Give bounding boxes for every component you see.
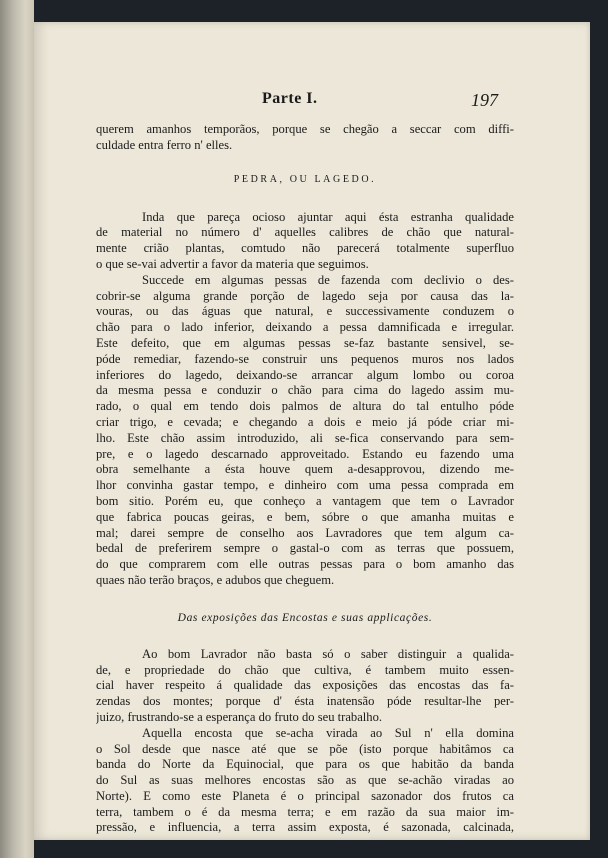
continuation-paragraph bbox=[96, 122, 514, 154]
text-line: pre, e o lagedo descarnado approveitado. Estando eu fazendo uma bbox=[96, 446, 514, 461]
text-line: vouras, ou das águas que natural, e successivamente conduzem o bbox=[96, 304, 514, 319]
text-line: Este defeito, que em algumas pessas se-faz bastante sensivel, se- bbox=[96, 335, 514, 350]
text-line: da mesma pessa e conduzir o chão para cima do lagedo assim mu- bbox=[96, 383, 514, 398]
paragraph-1 bbox=[96, 210, 514, 273]
text-line: rado, o qual em tendo dois palmos de altura do tal entulho póde bbox=[96, 399, 514, 414]
text-line: bedal de preferirem sempre o gastal-o com as terras que possuem, bbox=[96, 541, 514, 556]
text-line: cial haver respeito á qualidade das exposições das encostas das fa- bbox=[96, 678, 514, 693]
text-line: obra semelhante a ésta houve quem a-desapprovou, dizendo me- bbox=[96, 462, 514, 477]
text-line: do que comprarem com elle outras pessas para o bom amanho das bbox=[96, 557, 514, 572]
text-line: pressão, e influencia, a terra assim exposta, é sazonada, calcinada, bbox=[96, 820, 514, 835]
paragraph-2 bbox=[96, 273, 514, 589]
subsection-heading: Das exposições das Encostas e suas applicações. bbox=[177, 611, 433, 624]
text-line: do Sul as suas melhores encostas são as que se-achão viradas ao bbox=[96, 773, 514, 788]
text-line: quaes não terão braços, e adubos que cheguem. bbox=[96, 572, 335, 587]
paragraph-4 bbox=[96, 726, 514, 837]
text-line: culdade entra ferro n' elles. bbox=[96, 137, 233, 152]
text-line: chão para o lado inferior, deixando a pessa damnificada e irregular. bbox=[96, 320, 514, 335]
text-line: Succede em algumas pessas de fazenda com declivio o des- bbox=[142, 272, 514, 287]
text-line: cobrir-se alguma grande porção de lagedo seja por causa das la- bbox=[96, 288, 514, 303]
text-line: o que se-vai advertir a favor da materia que seguimos. bbox=[96, 256, 369, 271]
text-line: póde remediar, fazendo-se construir uns pequenos muros nos lados bbox=[96, 351, 514, 366]
page-number: 197 bbox=[471, 90, 498, 110]
text-line: de, e propriedade do chão que cultiva, é tambem muito essen- bbox=[96, 662, 514, 677]
text-line: lho. Este chão assim introduzido, ali se-fica conservando para sem- bbox=[96, 430, 514, 445]
text-line: banda do Norte da Equinocial, que para os que habitão da banda bbox=[96, 757, 514, 772]
text-line: o Sol desde que nasce até que se põe (isto porque habitâmos ca bbox=[96, 741, 514, 756]
text-line: Ao bom Lavrador não basta só o saber distinguir a qualida- bbox=[142, 646, 514, 661]
book-spine bbox=[0, 0, 34, 858]
text-line: mente crião plantas, comtudo não parecerá totalmente superfluo bbox=[96, 241, 514, 256]
text-line: juizo, frustrando-se a esperança do fruto do seu trabalho. bbox=[96, 709, 383, 724]
text-line: Aquella encosta que se-acha virada ao Sul n' ella domina bbox=[142, 725, 514, 740]
text-block bbox=[96, 122, 514, 836]
text-line: que fabrica poucas geiras, e bem, sóbre o que amanha muitas e bbox=[96, 509, 514, 524]
text-line: criar trigo, e cevada; e chegando a dois e meio já póde criar mi- bbox=[96, 414, 514, 429]
text-line: lhor convinha gastar tempo, e dinheiro com uma pessa comprada em bbox=[96, 478, 514, 493]
text-line: mal; darei sempre de conselho aos Lavradores que tem algum ca- bbox=[96, 525, 514, 540]
section-heading: PEDRA, OU LAGEDO. bbox=[233, 173, 377, 185]
text-line: de material no número d' aquelles calibres de chão que natural- bbox=[96, 225, 514, 240]
text-line: zendas dos montes; porque d' ésta inatensão póde resultar-lhe per- bbox=[96, 694, 514, 709]
text-line: Norte). E como este Planeta é o principal sazonador dos frutos ca bbox=[96, 788, 514, 803]
text-line: Inda que pareça ocioso ajuntar aqui ésta estranha qualidade bbox=[142, 209, 514, 224]
book-page bbox=[34, 22, 590, 840]
text-line: bom sitio. Porém eu, que conheço a vantagem que tem o Lavrador bbox=[96, 493, 514, 508]
text-line: terra, tambem o é da mesma terra; e em razão da sua maior im- bbox=[96, 804, 514, 819]
paragraph-3 bbox=[96, 647, 514, 726]
running-head bbox=[34, 90, 590, 112]
text-line: querem amanhos temporãos, porque se chegão a seccar com diffi- bbox=[96, 122, 514, 136]
text-line: inferiores do lagedo, deixando-se arrancar algum lombo ou coroa bbox=[96, 367, 514, 382]
running-title: Parte I. bbox=[262, 90, 318, 107]
